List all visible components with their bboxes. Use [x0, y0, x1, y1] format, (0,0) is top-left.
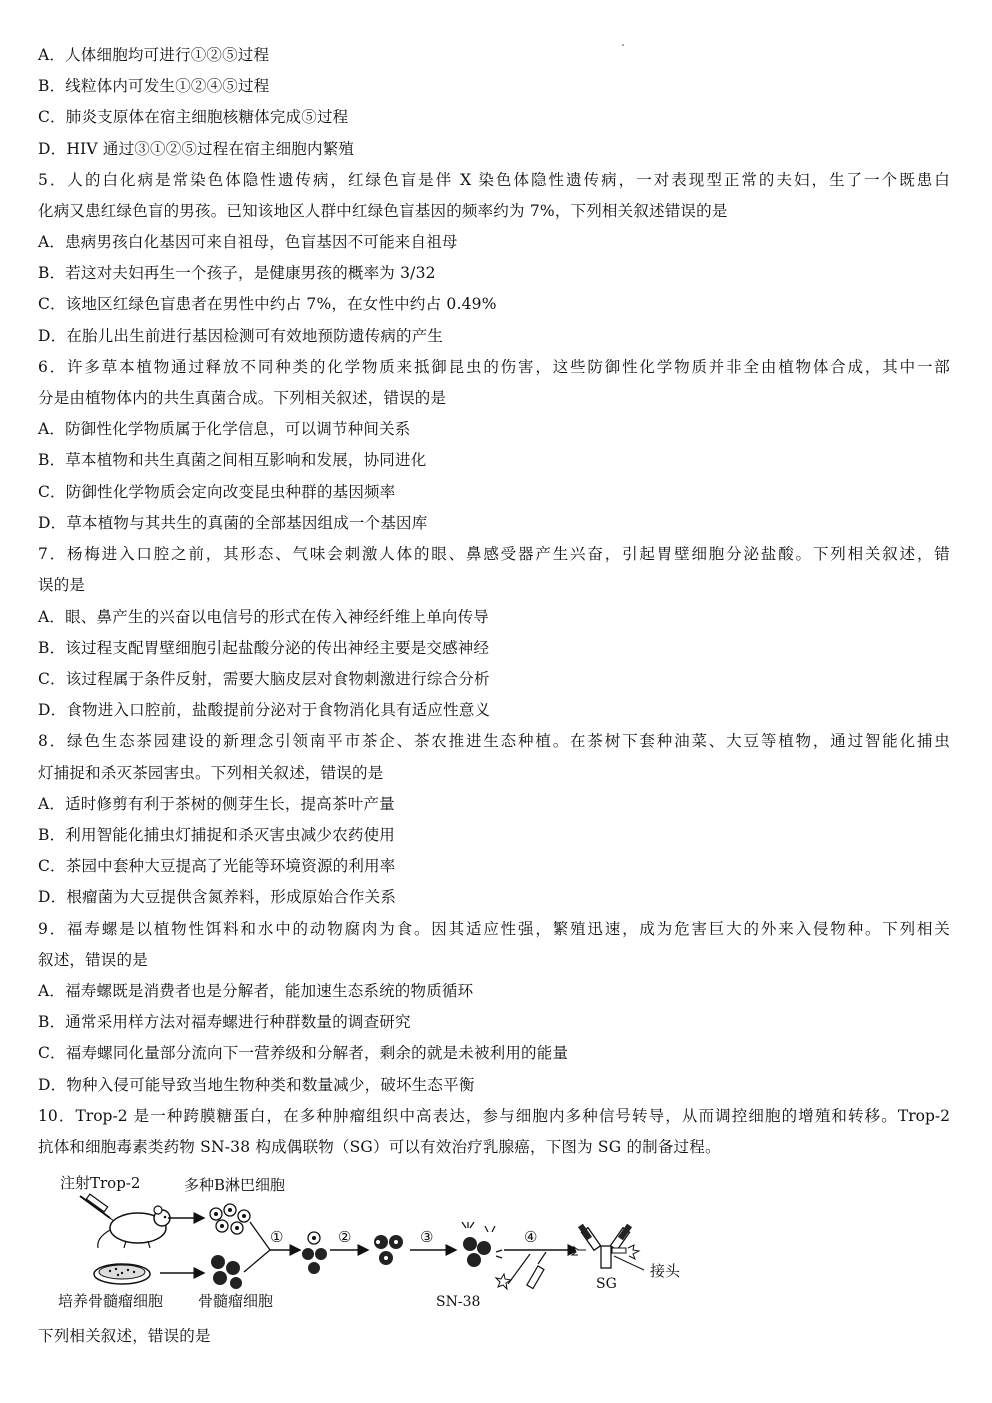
q10-follow-prompt: 下列相关叙述，错误的是	[38, 1327, 211, 1345]
inject-trop2-label: 注射Trop-2	[60, 1174, 141, 1192]
q5-stem-line1: 5．人的白化病是常染色体隐性遗传病，红绿色盲是伴 X 染色体隐性遗传病，一对表现型正常的夫妇，生了一个既患白	[38, 171, 950, 189]
q10-stem-line1: 10．Trop-2 是一种跨膜糖蛋白，在多种肿瘤组织中高表达，参与细胞内多种信号转导，从而调控细胞的增殖和转移。Trop-2	[38, 1107, 950, 1125]
linker-icon	[527, 1266, 544, 1289]
q6-option-b: B．草本植物和共生真菌之间相互影响和发展，协同进化	[38, 451, 427, 469]
q9-option-b: B．通常采用样方法对福寿螺进行种群数量的调查研究	[38, 1013, 411, 1031]
q6-option-d: D．草本植物与其共生的真菌的全部基因组成一个基因库	[38, 514, 428, 532]
myeloma-cells-label: 骨髓瘤细胞	[198, 1292, 274, 1310]
sn38-label: SN-38	[436, 1294, 481, 1310]
q6-stem-line2: 分是由植物体内的共生真菌合成。下列相关叙述，错误的是	[38, 389, 447, 407]
hybridoma-cells-icon	[374, 1235, 403, 1265]
q10-stem-line2: 抗体和细胞毒素类药物 SN-38 构成偶联物（SG）可以有效治疗乳腺癌，下图为 SG 的制备过程。	[38, 1138, 721, 1156]
step-1-label: ①	[270, 1228, 284, 1246]
q6-option-c: C．防御性化学物质会定向改变昆虫种群的基因频率	[38, 483, 396, 501]
q5-option-b: B．若这对夫妇再生一个孩子，是健康男孩的概率为 3/32	[38, 264, 436, 282]
sg-antibody-conjugate-icon	[572, 1224, 644, 1270]
q4-option-a: A．人体细胞均可进行①②⑤过程	[38, 46, 270, 64]
sn38-molecule-icon	[496, 1274, 511, 1289]
step-2-label: ②	[338, 1228, 352, 1246]
q9-option-c: C．福寿螺同化量部分流向下一营养级和分解者，剩余的就是未被利用的能量	[38, 1044, 569, 1062]
q4-option-b: B．线粒体内可发生①②④⑤过程	[38, 77, 270, 95]
q8-option-b: B．利用智能化捕虫灯捕捉和杀灭害虫减少农药使用	[38, 826, 395, 844]
q7-option-d: D．食物进入口腔前，盐酸提前分泌对于食物消化具有适应性意义	[38, 701, 491, 719]
q4-option-c: C．肺炎支原体在宿主细胞核糖体完成⑤过程	[38, 108, 349, 126]
mouse-icon	[98, 1206, 170, 1248]
q5-option-d: D．在胎儿出生前进行基因检测可有效地预防遗传病的产生	[38, 327, 444, 345]
myeloma-cells-icon	[211, 1255, 242, 1289]
sg-preparation-diagram	[38, 1166, 738, 1316]
antibody-secreting-cells-icon	[462, 1222, 502, 1267]
q5-option-c: C．该地区红绿色盲患者在男性中约占 7%，在女性中约占 0.49%	[38, 295, 497, 313]
step-3-label: ③	[420, 1228, 434, 1246]
sg-label: SG	[596, 1276, 617, 1292]
q9-option-a: A．福寿螺既是消费者也是分解者，能加速生态系统的物质循环	[38, 982, 474, 1000]
q5-stem-line2: 化病又患红绿色盲的男孩。已知该地区人群中红绿色盲基因的频率约为 7%，下列相关叙述错误的是	[38, 202, 728, 220]
petri-dish-icon	[94, 1264, 150, 1284]
q6-stem-line1: 6．许多草本植物通过释放不同种类的化学物质来抵御昆虫的伤害，这些防御性化学物质并非全由植物体合成，其中一部	[38, 358, 950, 376]
linker-label: 接头	[650, 1262, 681, 1280]
q8-option-c: C．茶园中套种大豆提高了光能等环境资源的利用率	[38, 857, 396, 875]
q7-option-a: A．眼、鼻产生的兴奋以电信号的形式在传入神经纤维上单向传导	[38, 608, 489, 626]
b-cells-label: 多种B淋巴细胞	[184, 1176, 286, 1194]
q9-option-d: D．物种入侵可能导致当地生物种类和数量减少，破坏生态平衡	[38, 1076, 475, 1094]
q6-option-a: A．防御性化学物质属于化学信息，可以调节种间关系	[38, 420, 411, 438]
q4-option-d: D．HIV 通过③①②⑤过程在宿主细胞内繁殖	[38, 140, 355, 158]
q8-stem-line1: 8．绿色生态茶园建设的新理念引领南平市茶企、茶农推进生态种植。在茶树下套种油菜、大豆等植物，通过智能化捕虫	[38, 732, 950, 750]
culture-myeloma-label: 培养骨髓瘤细胞	[58, 1292, 164, 1310]
fused-cells-icon	[302, 1232, 327, 1274]
q7-stem-line1: 7．杨梅进入口腔之前，其形态、气味会刺激人体的眼、鼻感受器产生兴奋，引起胃壁细胞分泌盐酸。下列相关叙述，错	[38, 545, 950, 563]
q8-option-a: A．适时修剪有利于茶树的侧芽生长，提高茶叶产量	[38, 795, 395, 813]
q5-option-a: A．患病男孩白化基因可来自祖母，色盲基因不可能来自祖母	[38, 233, 458, 251]
q8-stem-line2: 灯捕捉和杀灭茶园害虫。下列相关叙述，错误的是	[38, 764, 384, 782]
q7-option-c: C．该过程属于条件反射，需要大脑皮层对食物刺激进行综合分析	[38, 670, 490, 688]
step-4-label: ④	[524, 1228, 538, 1246]
q9-stem-line1: 9．福寿螺是以植物性饵料和水中的动物腐肉为食。因其适应性强，繁殖迅速，成为危害巨大的外来入侵物种。下列相关	[38, 920, 950, 938]
q7-option-b: B．该过程支配胃壁细胞引起盐酸分泌的传出神经主要是交感神经	[38, 639, 490, 657]
b-lymphocytes-icon	[210, 1204, 250, 1234]
q8-option-d: D．根瘤菌为大豆提供含氮养料，形成原始合作关系	[38, 888, 397, 906]
q7-stem-line2: 误的是	[38, 576, 86, 594]
q9-stem-line2: 叙述，错误的是	[38, 951, 148, 969]
